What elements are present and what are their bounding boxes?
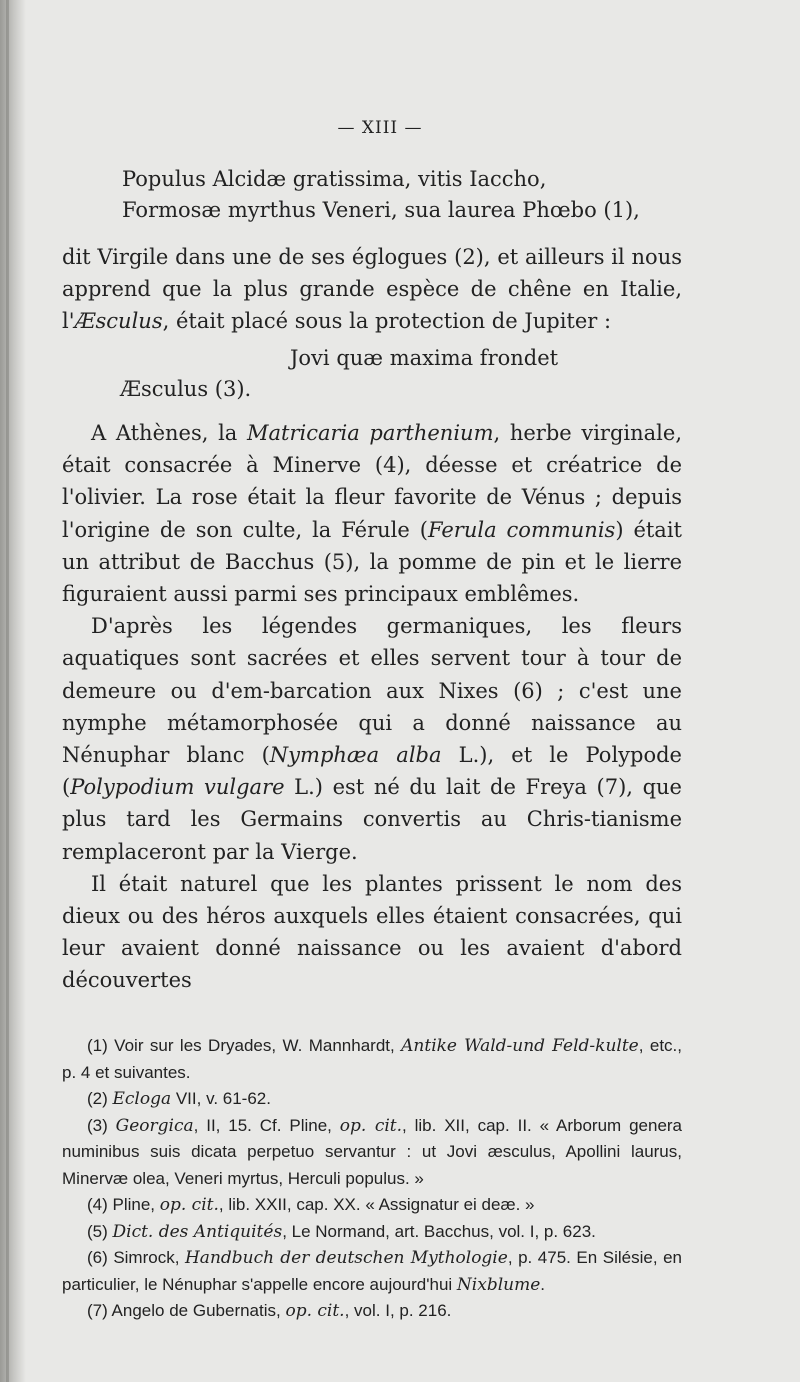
paragraph: dit Virgile dans une de ses églogues (2), et ailleurs il nous apprend que la plus grande espèce de chêne en Italie, l'Æsculus, était placé sous la protection de Jupiter :	[62, 245, 682, 334]
footnote: (3) Georgica, II, 15. Cf. Pline, op. cit., lib. XII, cap. II. « Arborum genera numinibus suis dicata perpetuo servantur : ut Jovi æsculus, Apollini laurus, Minervæ olea, Veneri myrtus, Herculi populus. »	[62, 1115, 683, 1188]
page-binding-edge	[0, 0, 26, 1382]
verse-line: Populus Alcidæ gratissima, vitis Iaccho,	[122, 167, 547, 191]
footnote: (4) Pline, op. cit., lib. XXII, cap. XX. « Assignatur ei deæ. »	[87, 1195, 535, 1215]
italic-term: Polypodium vulgare	[70, 775, 285, 800]
verse-line: Formosæ myrthus Veneri, sua laurea Phœbo (1),	[122, 198, 640, 222]
italic-term: Æsculus	[74, 309, 163, 334]
verse-line: Æsculus (3).	[120, 377, 252, 401]
italic-term: Ferula communis	[427, 517, 616, 542]
verse-line: Jovi quæ maxima frondet	[290, 346, 559, 370]
footnote: (5) Dict. des Antiquités, Le Normand, art. Bacchus, vol. I, p. 623.	[87, 1221, 596, 1242]
footnote: (2) Ecloga VII, v. 61-62.	[87, 1089, 271, 1109]
italic-term: Nymphæa alba	[269, 743, 442, 768]
footnote: (6) Simrock, Handbuch der deutschen Mythologie, p. 475. En Silésie, en particulier, le Nénuphar s'appelle encore aujourd'hui Nixblume.	[62, 1248, 682, 1295]
italic-term: Matricaria parthenium	[246, 421, 494, 445]
page-number: — XIII —	[337, 118, 423, 138]
footnotes	[62, 1033, 682, 1325]
footnote: (1) Voir sur les Dryades, W. Mannhardt, Antike Wald-und Feld-kulte, etc., p. 4 et suivantes.	[62, 1036, 682, 1082]
paragraph: A Athènes, la Matricaria parthenium, herbe virginale, était consacrée à Minerve (4), déesse et créatrice de l'olivier. La rose était la fleur favorite de Vénus ; depuis l'origine de son culte, la Férule (Ferula communis) était un attribut de Bacchus (5), la pomme de pin et le lierre figuraient aussi parmi ses principaux emblêmes. D'après les légendes germaniques, les fleurs aquatiques sont sacrées et elles servent tour à tour de demeure ou d'em-barcation aux Nixes (6) ; c'est une nymphe métamorphosée qui a donné naissance au Nénuphar blanc (Nymphæa alba L.), et le Polypode (Polypodium vulgare L.) est né du lait de Freya (7), que plus tard les Germains convertis au Chris-tianisme remplaceront par la Vierge. Il était naturel que les plantes prissent le nom des dieux ou des héros auxquels elles étaient consacrées, qui leur avaient donné naissance ou les avaient d'abord découvertes	[62, 421, 682, 993]
footnote: (7) Angelo de Gubernatis, op. cit., vol. I, p. 216.	[87, 1301, 452, 1321]
